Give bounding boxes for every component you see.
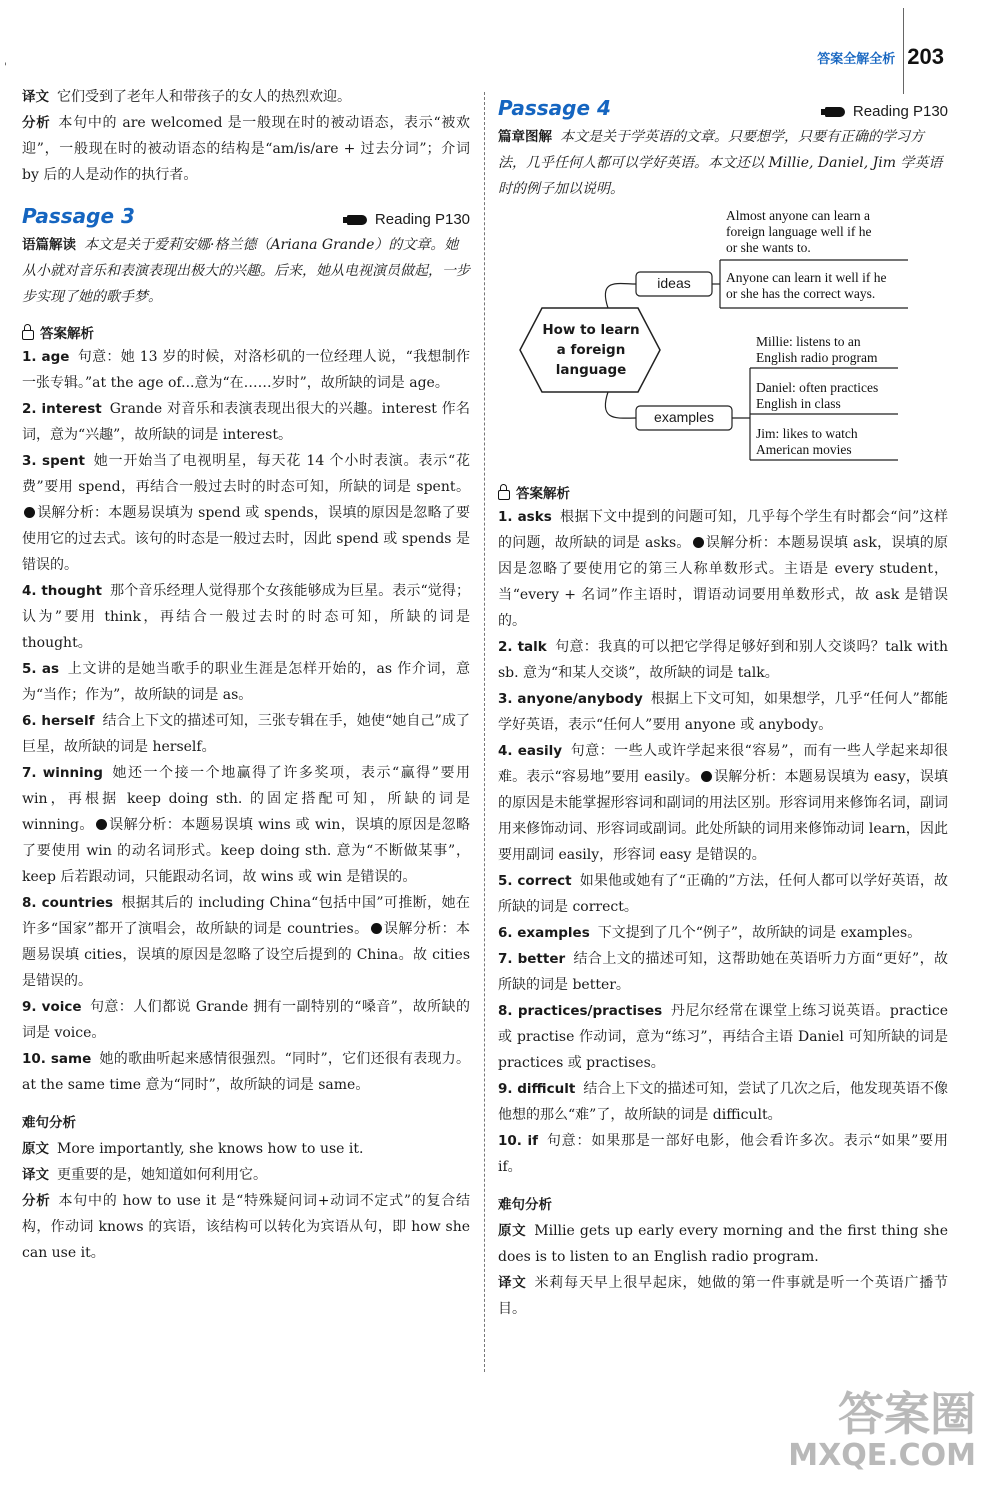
right-column bbox=[498, 96, 948, 1322]
example-line: Millie: listens to an bbox=[756, 334, 861, 349]
answer-text: 结合上文的描述可知，这帮助她在英语听力方面“更好”，故所缺的词是 better。 bbox=[498, 951, 948, 993]
column-divider bbox=[484, 92, 485, 1372]
idea-line: or she has the correct ways. bbox=[726, 286, 876, 301]
answer-text: 结合上下文的描述可知，尝试了几次之后，他发现英语不像他想的那么“难”了，故所缺的词是 difficult。 bbox=[498, 1081, 949, 1123]
examples-label: examples bbox=[654, 409, 714, 425]
answer-head: 9. voice bbox=[22, 999, 82, 1015]
answer-text: 根据下文中提到的问题可知，几乎每个学生有时都会“问”这样的问题，故所缺的词是 asks。 bbox=[498, 509, 948, 551]
answer-item bbox=[498, 1076, 948, 1128]
answer-head: 9. difficult bbox=[498, 1081, 576, 1097]
passage-3-reading-ref bbox=[347, 211, 470, 228]
hard-original-text: More importantly, she knows how to use it. bbox=[57, 1141, 364, 1157]
prev-translation-text: 它们受到了老年人和带孩子的女人的热烈欢迎。 bbox=[57, 89, 351, 105]
answer-text: Grande 对音乐和表演表现出很大的兴趣。interest 作名词，意为“兴趣”，故所缺的词是 interest。 bbox=[22, 401, 470, 443]
example-line: American movies bbox=[756, 442, 852, 457]
prev-translation bbox=[22, 84, 470, 110]
center-line: How to learn bbox=[542, 322, 640, 338]
idea-2 bbox=[726, 270, 886, 302]
answer-text: 句意：她 13 岁的时候，对洛杉矶的一位经理人说，“我想制作一张专辑。”at the age of...意为“在……岁时”，故所缺的词是 age。 bbox=[22, 349, 470, 391]
answers-title-right bbox=[498, 482, 948, 502]
answer-head: 4. easily bbox=[498, 743, 563, 759]
answer-item bbox=[22, 760, 470, 890]
example-2 bbox=[756, 380, 878, 412]
passage-3-intro-label: 语篇解读 bbox=[22, 237, 76, 253]
example-line: English radio program bbox=[756, 350, 878, 365]
hard-original-left bbox=[22, 1136, 470, 1162]
answer-head: 1. age bbox=[22, 349, 70, 365]
answer-error-note: 误解分析：本题易误填 ask，误填的原因是忽略了要使用它的第三人称单数形式。主语是 every student，当“every + 名词”作主语时，谓语动词要用单数形式，故 ask 是错误的。 bbox=[498, 535, 949, 629]
answer-error-note: 误解分析：本题易误填 cities，误填的原因是忽略了设空后提到的 China。故 cities 是错误的。 bbox=[22, 921, 470, 989]
answer-item bbox=[498, 946, 948, 998]
hard-translation-left bbox=[22, 1162, 470, 1188]
answer-head: 2. talk bbox=[498, 639, 547, 655]
example-3 bbox=[756, 426, 858, 458]
answer-text: 她还一个接一个地赢得了许多奖项，表示“赢得”要用 win，再根据 keep doing sth. 的固定搭配可知，所缺的词是 winning。 bbox=[22, 765, 470, 833]
example-line: English in class bbox=[756, 396, 841, 411]
answers-title-left-text: 答案解析 bbox=[40, 326, 94, 342]
passage-3-title: Passage 3 bbox=[22, 204, 135, 228]
answer-head: 3. spent bbox=[22, 453, 85, 469]
answer-head: 1. asks bbox=[498, 509, 552, 525]
lock-icon bbox=[498, 490, 510, 500]
hard-translation-label: 译文 bbox=[22, 1167, 49, 1183]
answer-head: 5. correct bbox=[498, 873, 572, 889]
prev-analysis-label: 分析 bbox=[22, 115, 51, 131]
hard-analysis-text: 本句中的 how to use it 是“特殊疑问词+动词不定式”的复合结构，作动词 knows 的宾语，该结构可以转化为宾语从句，即 how she can use it。 bbox=[22, 1193, 471, 1261]
answer-text: 句意：一些人或许学起来很“容易”，而有一些人学起来却很难。表示“容易地”要用 easily。 bbox=[498, 743, 948, 785]
hard-sentence-title-left: 难句分析 bbox=[22, 1115, 76, 1131]
passage-4-intro-label: 篇章图解 bbox=[498, 129, 552, 145]
corner-mark: ' bbox=[4, 62, 7, 73]
hard-original-text: Millie gets up early every morning and the first thing she does is to listen to an English radio program. bbox=[498, 1223, 948, 1265]
passage-3-intro bbox=[22, 232, 470, 310]
answer-text: 如果他或她有了“正确的”方法，任何人都可以学好英语，故所缺的词是 correct。 bbox=[498, 873, 948, 915]
hard-original-label: 原文 bbox=[498, 1223, 527, 1239]
answer-head: 2. interest bbox=[22, 401, 102, 417]
lock-icon bbox=[22, 330, 34, 340]
hard-translation-text: 米莉每天早上很早起床，她做的第一件事就是听一个英语广播节目。 bbox=[498, 1275, 949, 1317]
answer-item bbox=[22, 890, 470, 994]
answer-item bbox=[498, 998, 948, 1076]
center-line: a foreign bbox=[556, 342, 626, 358]
answer-item bbox=[22, 578, 470, 656]
passage-4-reading-text: Reading P130 bbox=[852, 103, 948, 120]
answer-item bbox=[498, 1128, 948, 1180]
error-icon bbox=[701, 771, 712, 782]
left-column bbox=[22, 84, 470, 1266]
passage-3-reading-text: Reading P130 bbox=[374, 211, 470, 228]
prev-translation-label: 译文 bbox=[22, 89, 49, 105]
center-line: language bbox=[555, 362, 627, 378]
answer-item bbox=[498, 738, 948, 868]
idea-line: foreign language well if he bbox=[726, 224, 872, 239]
passage-4-title: Passage 4 bbox=[498, 96, 611, 120]
prev-analysis bbox=[22, 110, 470, 188]
watermark bbox=[788, 1389, 976, 1473]
error-icon bbox=[693, 537, 704, 548]
idea-line: or she wants to. bbox=[726, 240, 811, 255]
answer-item bbox=[498, 686, 948, 738]
answer-head: 6. examples bbox=[498, 925, 590, 941]
hard-translation-label: 译文 bbox=[498, 1275, 527, 1291]
answer-text: 上文讲的是她当歌手的职业生涯是怎样开始的，as 作介词，意为“当作；作为”，故所缺的词是 as。 bbox=[22, 661, 470, 703]
prev-analysis-text: 本句中的 are welcomed 是一般现在时的被动语态，表示“被欢迎”，一般现在时的被动语态的结构是“am/is/are + 过去分词”；介词 by 后的人是动作的执行者。 bbox=[22, 115, 471, 183]
answer-text: 丹尼尔经常在课堂上练习说英语。practice 或 practise 作动词，意为“练习”，再结合主语 Daniel 可知所缺的词是 practices 或 practises。 bbox=[498, 1003, 948, 1071]
idea-1 bbox=[726, 208, 871, 256]
error-icon bbox=[371, 923, 382, 934]
idea-line: Almost anyone can learn a bbox=[726, 208, 870, 223]
pointing-hand-icon bbox=[825, 107, 845, 117]
answer-text: 结合上下文的描述可知，三张专辑在手，她使“她自己”成了巨星，故所缺的词是 herself。 bbox=[22, 713, 470, 755]
mind-map bbox=[498, 208, 948, 470]
answer-text: 句意：人们都说 Grande 拥有一副特别的“嗓音”，故所缺的词是 voice。 bbox=[22, 999, 470, 1041]
answer-text: 下文提到了几个“例子”，故所缺的词是 examples。 bbox=[597, 925, 922, 941]
answer-head: 10. same bbox=[22, 1051, 92, 1067]
answer-error-note: 误解分析：本题易误填为 spend 或 spends，误填的原因是忽略了要使用它的过去式。该句的时态是一般过去时，因此 spend 或 spends 是错误的。 bbox=[22, 505, 470, 573]
answer-head: 10. if bbox=[498, 1133, 538, 1149]
answer-head: 8. countries bbox=[22, 895, 114, 911]
answer-error-note: 误解分析：本题易误填 wins 或 win，误填的原因是忽略了要使用 win 的动名词形式。keep doing sth. 意为“不断做某事”，keep 后若跟动词，只能跟动名词，故 wins 或 win 是错误的。 bbox=[22, 817, 470, 885]
example-line: Jim: likes to watch bbox=[756, 426, 858, 441]
answer-item bbox=[22, 656, 470, 708]
answer-head: 4. thought bbox=[22, 583, 103, 599]
answer-item bbox=[498, 920, 948, 946]
answer-item bbox=[22, 396, 470, 448]
answer-text: 那个音乐经理人觉得那个女孩能够成为巨星。表示“觉得；认为”要用 think，再结合一般过去时的时态可知，所缺的词是 thought。 bbox=[22, 583, 471, 651]
hard-original-right bbox=[498, 1218, 948, 1270]
page-header bbox=[817, 44, 944, 70]
answer-text: 句意：如果那是一部好电影，他会看许多次。表示“如果”要用 if。 bbox=[498, 1133, 948, 1175]
error-icon bbox=[24, 507, 35, 518]
passage-3-intro-text: 本文是关于爱莉安娜·格兰德（Ariana Grande）的文章。她从小就对音乐和表演表现出极大的兴趣。后来，她从电视演员做起，一步步实现了她的歌手梦。 bbox=[22, 237, 470, 305]
answer-item bbox=[22, 994, 470, 1046]
page-number: 203 bbox=[907, 44, 944, 69]
answer-head: 3. anyone/anybody bbox=[498, 691, 643, 707]
passage-4-header bbox=[498, 96, 948, 120]
passage-4-intro bbox=[498, 124, 948, 202]
answer-head: 7. better bbox=[498, 951, 566, 967]
mind-map-center bbox=[528, 320, 654, 380]
hard-translation-right bbox=[498, 1270, 948, 1322]
answer-head: 5. as bbox=[22, 661, 60, 677]
pointing-hand-icon bbox=[347, 215, 367, 225]
ideas-label: ideas bbox=[657, 275, 691, 291]
answer-item bbox=[498, 504, 948, 634]
passage-4-reading-ref bbox=[825, 103, 948, 120]
branch-examples bbox=[605, 392, 636, 418]
answer-item bbox=[22, 708, 470, 760]
answer-head: 6. herself bbox=[22, 713, 95, 729]
section-title: 答案全解全析 bbox=[817, 51, 896, 67]
answer-text: 她一开始当了电视明星，每天花 14 个小时表演。表示“花费”要用 spend，再结合一般过去时的时态可知，所缺的词是 spent。 bbox=[22, 453, 470, 495]
passage-3-header bbox=[22, 204, 470, 228]
answer-item bbox=[22, 1046, 470, 1098]
answer-item bbox=[498, 868, 948, 920]
answer-text: 根据上下文可知，如果想学，几乎“任何人”都能学好英语，表示“任何人”要用 anyone 或 anybody。 bbox=[498, 691, 948, 733]
answer-head: 7. winning bbox=[22, 765, 103, 781]
answer-text: 根据其后的 including China“包括中国”可推断，她在许多“国家”都开了演唱会，故所缺的词是 countries。 bbox=[22, 895, 471, 937]
answers-title-left bbox=[22, 322, 470, 342]
example-line: Daniel: often practices bbox=[756, 380, 879, 395]
answers-title-right-text: 答案解析 bbox=[516, 486, 570, 502]
watermark-line-1: 答案圈 bbox=[838, 1387, 976, 1441]
hard-original-label: 原文 bbox=[22, 1141, 49, 1157]
answer-item bbox=[498, 634, 948, 686]
hard-sentence-title-right: 难句分析 bbox=[498, 1197, 552, 1213]
answer-error-note: 误解分析：本题易误填为 easy，误填的原因是未能掌握形容词和副词的用法区别。形容词用来修饰名词，副词用来修饰动词、形容词或副词。此处所缺的词用来修饰动词 learn，因此要用副词 easily，形容词 easy 是错误的。 bbox=[498, 769, 948, 863]
watermark-line-2: MXQE.COM bbox=[788, 1438, 976, 1473]
answer-item bbox=[22, 448, 470, 578]
hard-analysis-left bbox=[22, 1188, 470, 1266]
passage-4-intro-text: 本文是关于学英语的文章。只要想学，只要有正确的学习方法，几乎任何人都可以学好英语。本文还以 Millie, Daniel, Jim 学英语时的例子加以说明。 bbox=[498, 129, 943, 197]
answer-item bbox=[22, 344, 470, 396]
idea-line: Anyone can learn it well if he bbox=[726, 270, 887, 285]
answer-text: 句意：我真的可以把它学得足够好到和别人交谈吗？talk with sb. 意为“和某人交谈”，故所缺的词是 talk。 bbox=[498, 639, 948, 681]
error-icon bbox=[96, 819, 107, 830]
answer-text: 她的歌曲听起来感情很强烈。“同时”，它们还很有表现力。at the same time 意为“同时”，故所缺的词是 same。 bbox=[22, 1051, 470, 1093]
answer-head: 8. practices/practises bbox=[498, 1003, 663, 1019]
hard-translation-text: 更重要的是，她知道如何利用它。 bbox=[57, 1167, 267, 1183]
hard-analysis-label: 分析 bbox=[22, 1193, 51, 1209]
example-1 bbox=[756, 334, 877, 366]
